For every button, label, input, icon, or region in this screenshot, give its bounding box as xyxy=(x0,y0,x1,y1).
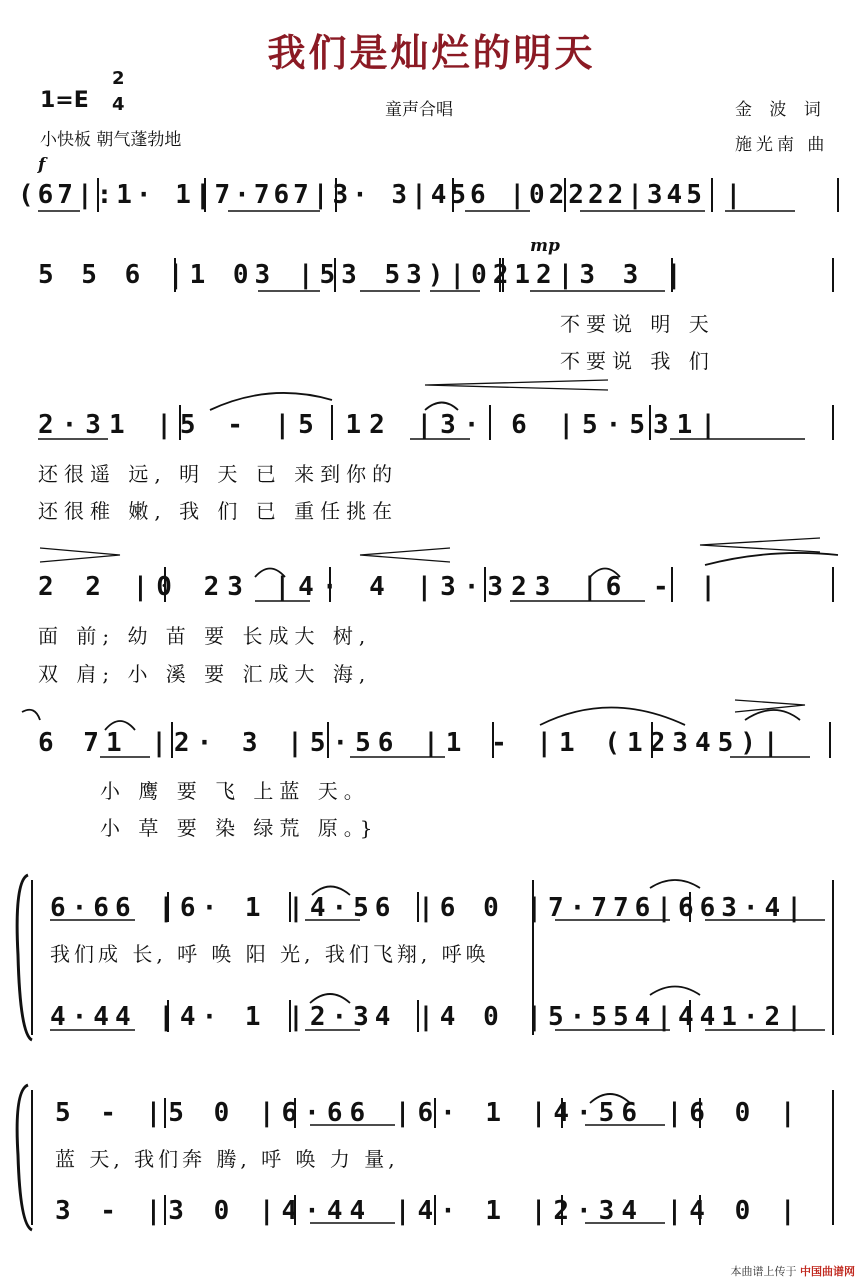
lyric-row-5-verse-1: 小 鹰 要 飞 上蓝 天。 xyxy=(100,779,370,803)
lyric-row-3-verse-1: 还很遥 远, 明 天 已 来到你的 xyxy=(38,462,399,486)
notation-row-7-lower-voice: 4·44 |4· 1 |2·34 |4 0 |5·554|441·2| xyxy=(50,1002,808,1032)
page-title: 我们是灿烂的明天 xyxy=(267,30,596,75)
footer-site-name: 中国曲谱网 xyxy=(800,1265,855,1278)
notation-row-2: 5 5 6 |1 03 |53 53)|0212|3 3 | xyxy=(38,260,688,290)
composer-credit: 施光南 曲 xyxy=(735,135,829,155)
lyric-row-2-verse-1: 不要说 明 天 xyxy=(560,312,715,336)
lyric-row-6: 我们成 长, 呼 唤 阳 光, 我们飞翔, 呼唤 xyxy=(50,942,490,966)
lyricist-credit: 金 波 词 xyxy=(735,100,827,120)
performance-form: 童声合唱 xyxy=(385,100,453,120)
watermark-footer xyxy=(731,1263,856,1279)
notation-row-8-upper-voice: 5 - |5 0 |6·66 |6· 1 |4·56 |6 0 | xyxy=(55,1098,803,1128)
notation-row-5: 6 71 |2· 3 |5·56 |1 - |1 (12345)| xyxy=(38,728,786,758)
lyric-row-3-verse-2: 还很稚 嫩, 我 们 已 重任挑在 xyxy=(38,499,399,523)
tempo-marking: 小快板 朝气蓬勃地 xyxy=(40,130,182,150)
notation-row-9-lower-voice: 3 - |3 0 |4·44 |4· 1 |2·34 |4 0 | xyxy=(55,1196,803,1226)
lyric-row-5-verse-2: 小 草 要 染 绿荒 原。} xyxy=(100,816,379,840)
dynamic-mezzo-piano: mp xyxy=(530,236,560,256)
notation-row-1: (67|:1· 1|7·767|3· 3|456 |02222|345 | xyxy=(18,180,746,210)
lyric-row-8: 蓝 天, 我们奔 腾, 呼 唤 力 量, xyxy=(55,1147,399,1171)
lyric-row-4-verse-1: 面 前; 幼 苗 要 长成大 树, xyxy=(38,624,372,648)
time-signature-denominator: 4 xyxy=(112,94,125,115)
footer-prefix: 本曲谱上传于 xyxy=(730,1265,797,1278)
notation-row-4: 2 2 |0 23 |4· 4 |3·323 |6 - | xyxy=(38,572,724,602)
notation-row-6-upper-voice: 6·66 |6· 1 |4·56 |6 0 |7·776|663·4| xyxy=(50,893,808,923)
key-signature: 1=E xyxy=(40,88,89,113)
lyric-row-2-verse-2: 不要说 我 们 xyxy=(560,349,715,373)
dynamic-forte: f xyxy=(38,155,46,175)
notation-row-3: 2·31 |5 - |5 12 |3· 6 |5·531| xyxy=(38,410,724,440)
time-signature-numerator: 2 xyxy=(112,68,125,89)
lyric-row-4-verse-2: 双 肩; 小 溪 要 汇成大 海, xyxy=(38,662,372,686)
